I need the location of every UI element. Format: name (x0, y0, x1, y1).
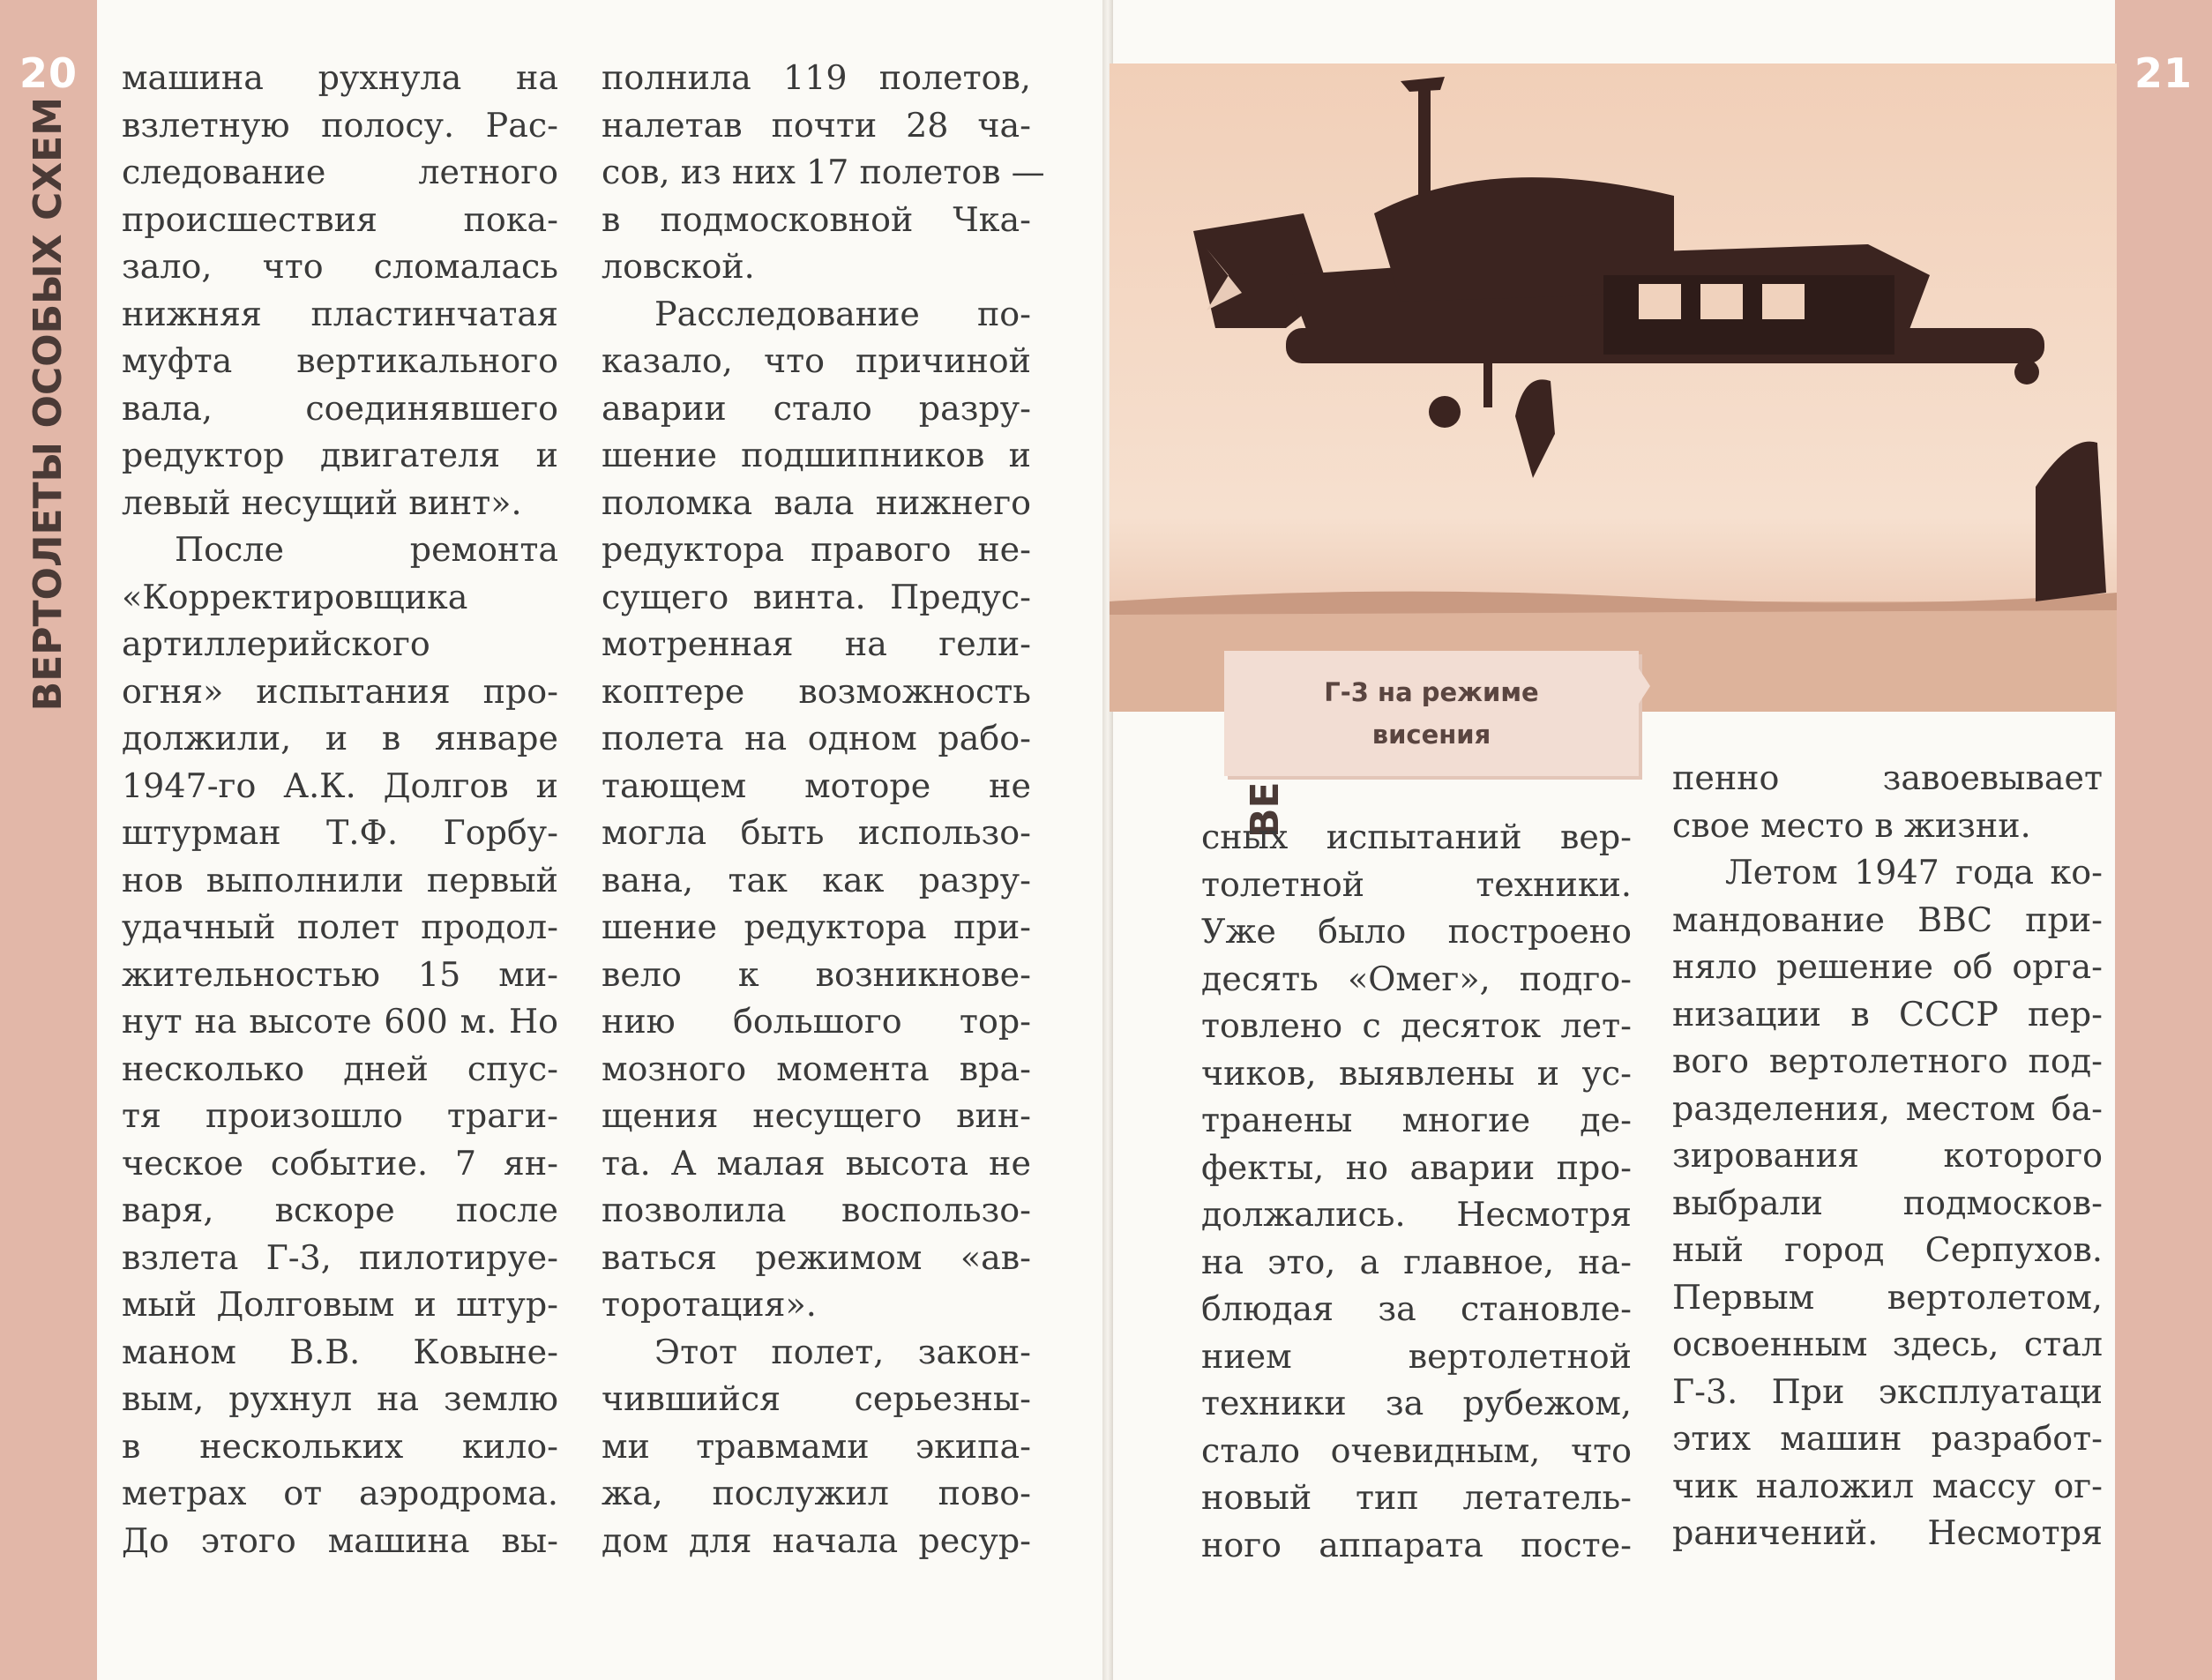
text-line: редуктор двигателя и (122, 436, 558, 474)
text-line: мотренная на гели- (602, 624, 1031, 663)
text-column-1 (122, 55, 558, 1564)
text-line: чик наложил массу ог- (1672, 1466, 2103, 1505)
text-line: редуктора правого не- (602, 530, 1031, 569)
text-line: толетной техники. (1201, 864, 1632, 904)
text-line: могла быть использо- (602, 813, 1031, 852)
text-line: техники за рубежом, (1201, 1384, 1632, 1422)
text-line: дом для начала ресур- (602, 1520, 1031, 1560)
text-line: нию большого тор- (602, 1002, 1031, 1041)
text-line: щения несущего вин- (602, 1096, 1031, 1135)
text-line: До этого машина вы- (122, 1520, 558, 1560)
text-line: Первым вертолетом, (1672, 1277, 2103, 1317)
text-line: низации в СССР пер- (1672, 994, 2103, 1034)
text-line: коптере возможность (602, 671, 1031, 711)
text-line: мозного момента вра- (602, 1049, 1031, 1088)
window (1700, 284, 1743, 319)
text-line: мый Долговым и штур- (122, 1285, 558, 1324)
text-line: должались. Несмотря (1201, 1195, 1632, 1234)
left-page (0, 0, 1102, 1680)
text-line: ловской. (602, 247, 755, 286)
text-line: должили, и в январе (122, 719, 558, 758)
text-line: тя произошло траги- (122, 1096, 558, 1135)
text-line: взлетную полосу. Рас- (122, 105, 558, 145)
text-line: Летом 1947 года ко- (1725, 853, 2103, 892)
text-line: вала, соединявшего (122, 388, 558, 428)
text-line: нов выполнили первый (122, 860, 558, 900)
text-line: шение подшипников и (602, 436, 1031, 474)
text-line: штурман Т.Ф. Горбу- (122, 813, 558, 852)
text-line: муфта вертикального (122, 341, 558, 380)
landing-wheel (1429, 396, 1461, 428)
text-line: ческое событие. 7 ян- (122, 1143, 558, 1183)
text-line: вана, так как разру- (602, 860, 1031, 900)
text-line: позволила воспользо- (602, 1191, 1031, 1229)
text-line: следование летного (122, 153, 558, 191)
text-line: машина рухнула на (122, 58, 558, 97)
text-line: Расследование по- (654, 294, 1031, 333)
text-line: артиллерийского (122, 624, 430, 663)
text-column-3 (1201, 814, 1632, 1569)
text-line: зирования которого (1672, 1136, 2103, 1175)
text-line: ного аппарата посте- (1201, 1525, 1632, 1564)
text-line: свое место в жизни. (1672, 805, 2031, 845)
text-line: в нескольких кило- (122, 1426, 558, 1466)
text-line: вело к возникнове- (602, 954, 1031, 994)
landing-wheel (2014, 360, 2039, 385)
text-line: на это, а главное, на- (1201, 1242, 1632, 1281)
text-column-4 (1672, 755, 2103, 1557)
helicopter-photo (1110, 63, 2117, 712)
text-line: сущего винта. Предус- (602, 577, 1031, 616)
text-line: левый несущий винт». (122, 482, 522, 522)
photo-caption (1224, 651, 1639, 776)
text-line: полнила 119 полетов, (602, 58, 1031, 97)
text-line: та. А малая высота не (602, 1143, 1031, 1183)
text-line: поломка вала нижнего (602, 482, 1031, 522)
text-line: десять «Омег», подго- (1201, 959, 1632, 998)
text-line: несколько дней спус- (122, 1049, 558, 1088)
rotor-mast (1418, 90, 1431, 205)
window (1762, 284, 1805, 319)
window (1639, 284, 1681, 319)
text-line: налетав почти 28 ча- (602, 105, 1031, 145)
text-line: тающем моторе не (602, 765, 1031, 805)
page-number-right: 21 (2134, 49, 2193, 97)
helicopter-g3-illustration (1110, 63, 2117, 712)
text-line: нием вертолетной (1201, 1336, 1632, 1376)
text-line: новый тип летатель- (1201, 1478, 1632, 1517)
text-line: вого вертолетного под- (1672, 1042, 2103, 1080)
text-line: 1947-го А.К. Долгов и (122, 765, 558, 805)
text-line: Этот полет, закон- (654, 1332, 1031, 1371)
text-line: этих машин разработ- (1672, 1419, 2103, 1458)
text-line: удачный полет продол- (122, 907, 558, 946)
text-line: разделения, местом ба- (1672, 1088, 2103, 1128)
text-line: ми травмами экипа- (602, 1426, 1031, 1466)
text-line: нут на высоте 600 м. Но (122, 1002, 558, 1041)
text-line: чиков, выявлены и ус- (1201, 1053, 1632, 1093)
text-line: нижняя пластинчатая (122, 294, 558, 333)
text-line: казало, что причиной (602, 341, 1031, 380)
text-line: метрах от аэродрома. (122, 1474, 558, 1512)
text-line: раничений. Несмотря (1672, 1513, 2103, 1552)
text-line: полета на одном рабо- (602, 719, 1031, 758)
text-line: транены многие де- (1201, 1101, 1632, 1139)
caption-line: висения (1371, 720, 1491, 750)
text-line: мандование ВВС при- (1672, 900, 2103, 939)
text-line: происшествия пока- (122, 199, 558, 239)
text-line: освоенным здесь, стал (1672, 1325, 2103, 1363)
text-line: Уже было построено (1201, 912, 1632, 951)
text-line: ный город Серпухов. (1672, 1230, 2103, 1269)
text-line: взлета Г-3, пилотируе- (122, 1237, 558, 1277)
text-line: аварии стало разру- (602, 388, 1031, 428)
text-line: шение редуктора при- (602, 907, 1031, 946)
text-line: огня» испытания про- (122, 671, 558, 711)
text-line: выбрали подмосков- (1672, 1183, 2103, 1222)
text-line: няло решение об орга- (1672, 947, 2103, 986)
landing-strut (1483, 355, 1492, 407)
text-line: После ремонта (175, 530, 558, 569)
text-line: варя, вскоре после (122, 1191, 558, 1229)
text-line: ваться режимом «ав- (602, 1237, 1031, 1277)
text-line: сов, из них 17 полетов — (602, 153, 1045, 191)
text-line: Г-3. При эксплуатаци (1672, 1371, 2103, 1411)
text-line: «Корректировщика (122, 577, 468, 616)
text-line: фекты, но аварии про- (1201, 1147, 1632, 1187)
text-line: маном В.В. Ковыне- (122, 1332, 558, 1371)
text-line: вым, рухнул на землю (122, 1379, 558, 1418)
text-line: товлено с десяток лет- (1201, 1006, 1632, 1045)
text-line: жа, послужил пово- (602, 1474, 1031, 1512)
text-line: чившийся серьезны- (602, 1379, 1031, 1418)
page-number-left: 20 (19, 49, 78, 97)
right-side-band (2115, 0, 2212, 1680)
text-line: в подмосковной Чка- (602, 199, 1031, 239)
text-line: пенно завоевывает (1672, 758, 2103, 797)
text-line: сных испытаний вер- (1201, 818, 1632, 856)
text-line: жительностью 15 ми- (122, 954, 558, 994)
text-line: торотация». (602, 1285, 817, 1324)
text-line: зало, что сломалась (122, 247, 558, 286)
text-line: стало очевидным, что (1201, 1430, 1632, 1470)
running-title-left: ВЕРТОЛЕТЫ ОСОБЫХ СХЕМ (26, 97, 71, 712)
text-column-2 (602, 55, 1045, 1564)
caption-line: Г-3 на режиме (1324, 677, 1539, 707)
text-line: блюдая за становле- (1201, 1289, 1632, 1328)
caption-arrow (1627, 651, 1650, 721)
